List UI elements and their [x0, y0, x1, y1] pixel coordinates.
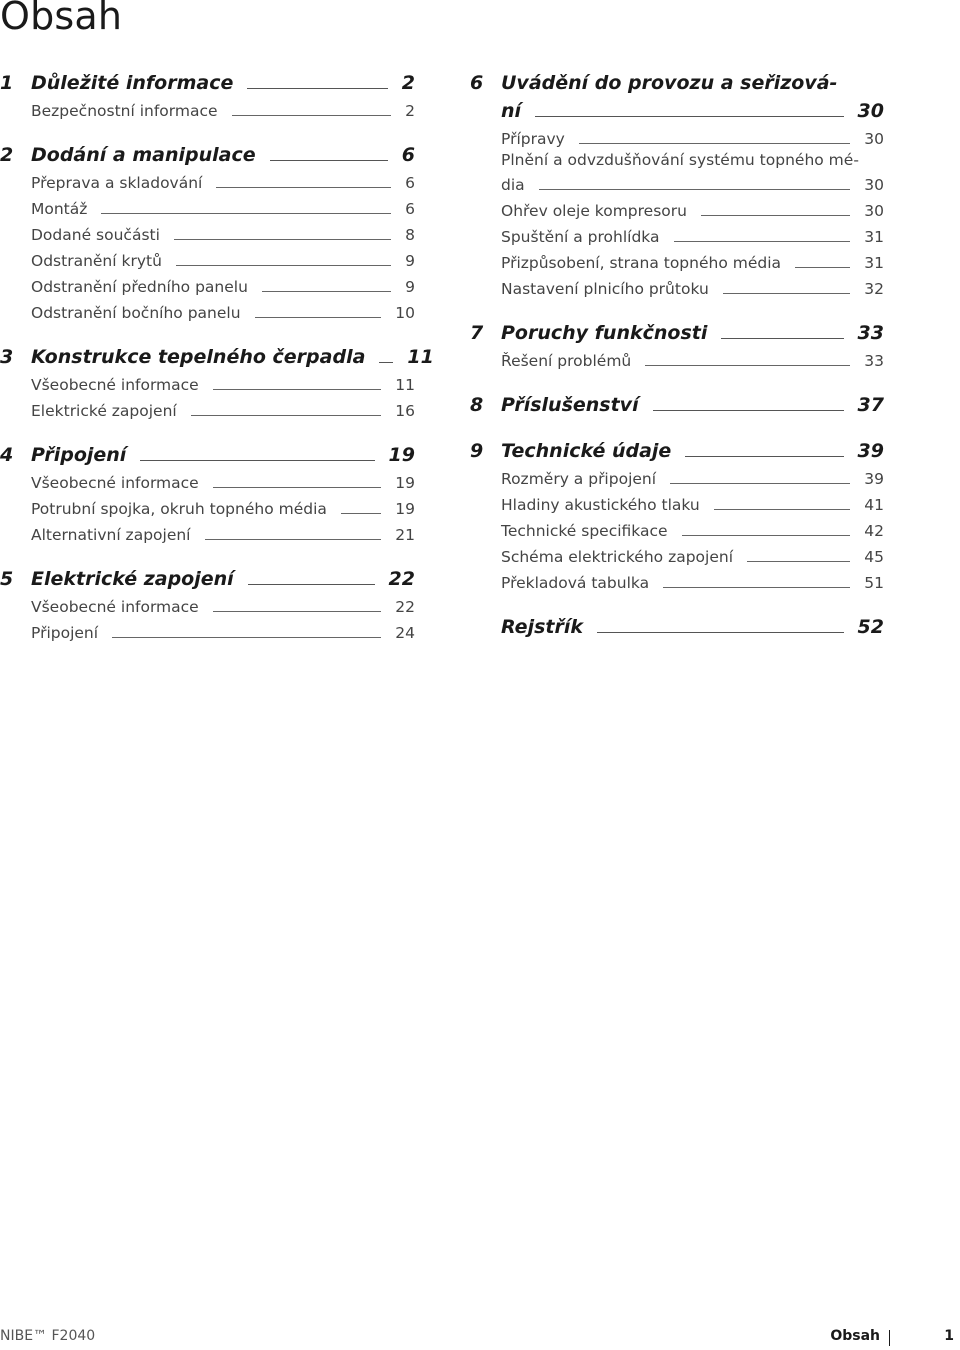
- toc-chapter-heading[interactable]: [470, 434, 884, 462]
- section-title: Všeobecné informace: [31, 474, 199, 492]
- section-title-continued: [501, 170, 884, 194]
- toc-chapter: [0, 340, 434, 420]
- section-title: Přeprava a skladování: [31, 174, 203, 192]
- toc-section-entry[interactable]: [0, 590, 415, 616]
- leader-line: [213, 610, 382, 612]
- leader-line: [663, 586, 850, 588]
- chapter-number: 1: [0, 72, 14, 94]
- leader-line: [248, 583, 375, 585]
- section-title: Dodané součásti: [31, 226, 160, 244]
- leader-line: [213, 486, 382, 488]
- chapter-title: Dodání a manipulace: [31, 144, 256, 166]
- section-title: Odstranění předního panelu: [31, 278, 248, 296]
- section-title: Všeobecné informace: [31, 598, 199, 616]
- toc-chapter-heading-continued[interactable]: [470, 94, 884, 122]
- section-page: 6: [405, 174, 415, 192]
- section-page: 31: [864, 228, 884, 246]
- toc-section-entry[interactable]: [0, 616, 415, 642]
- section-page: 39: [864, 470, 884, 488]
- section-page: 41: [864, 496, 884, 514]
- leader-line: [645, 364, 850, 366]
- leader-line: [213, 388, 382, 390]
- section-page: 42: [864, 522, 884, 540]
- toc-section-entry[interactable]: [0, 94, 415, 120]
- toc-section-entry[interactable]: [0, 394, 415, 420]
- section-title: Překladová tabulka: [501, 574, 650, 592]
- chapter-page: 30: [857, 100, 884, 122]
- section-title: Přizpůsobení, strana topného média: [501, 254, 782, 272]
- section-page: 9: [405, 252, 415, 270]
- leader-line: [216, 186, 391, 188]
- section-page: 51: [864, 574, 884, 592]
- toc-chapter-heading[interactable]: [470, 66, 884, 94]
- toc-chapter-heading[interactable]: [470, 316, 884, 344]
- leader-line: [140, 459, 374, 461]
- toc-section-entry[interactable]: [0, 192, 415, 218]
- section-page: 33: [864, 352, 884, 370]
- chapter-title: Uvádění do provozu a seřizová-: [501, 72, 838, 94]
- toc-chapter-heading[interactable]: [0, 438, 415, 466]
- leader-line: [205, 538, 382, 540]
- section-title: Hladiny akustického tlaku: [501, 496, 700, 514]
- leader-line: [579, 142, 850, 144]
- leader-line: [101, 212, 391, 214]
- leader-line: [255, 316, 382, 318]
- section-title: Odstranění bočního panelu: [31, 304, 241, 322]
- section-page: 30: [864, 176, 884, 194]
- toc-chapter-heading[interactable]: [0, 138, 415, 166]
- leader-line: [682, 534, 851, 536]
- leader-line: [262, 290, 391, 292]
- chapter-title: Důležité informace: [31, 72, 234, 94]
- toc-section-entry[interactable]: [0, 466, 415, 492]
- chapter-number: 9: [470, 440, 484, 462]
- leader-line: [191, 414, 382, 416]
- leader-line: [232, 114, 392, 116]
- leader-line: [795, 266, 850, 268]
- toc-section-entry[interactable]: [470, 514, 884, 540]
- chapter-page: 39: [857, 440, 884, 462]
- chapter-title: Technické údaje: [501, 440, 672, 462]
- section-title: Montáž: [31, 200, 88, 218]
- section-page: 24: [395, 624, 415, 642]
- chapter-number: 2: [0, 144, 14, 166]
- leader-line: [379, 361, 393, 363]
- section-title: Plnění a odvzdušňování systému topného mé-: [501, 151, 859, 169]
- leader-line: [674, 240, 851, 242]
- toc-chapter: [470, 66, 884, 298]
- section-title: Připojení: [31, 624, 99, 642]
- toc-section-entry[interactable]: [470, 488, 884, 514]
- toc-section-entry[interactable]: [0, 270, 415, 296]
- section-title: Rozměry a připojení: [501, 470, 657, 488]
- footer-brand: NIBE™ F2040: [0, 1328, 96, 1344]
- chapter-number: 6: [470, 72, 484, 94]
- section-title: Nastavení plnicího průtoku: [501, 280, 709, 298]
- toc-chapter-heading[interactable]: [470, 610, 884, 638]
- toc-section-entry[interactable]: [470, 148, 884, 194]
- leader-line: [721, 337, 843, 339]
- toc-chapter: [470, 610, 884, 638]
- section-title: Přípravy: [501, 130, 565, 148]
- toc-section-entry[interactable]: [0, 166, 415, 192]
- section-page: 31: [864, 254, 884, 272]
- chapter-page: 11: [407, 346, 434, 368]
- section-page: 11: [395, 376, 415, 394]
- section-page: 9: [405, 278, 415, 296]
- chapter-title: Příslušenství: [501, 394, 639, 416]
- toc-chapter: [470, 388, 884, 416]
- section-title: Alternativní zapojení: [31, 526, 191, 544]
- toc-section-entry[interactable]: [0, 368, 415, 394]
- chapter-title: ní: [501, 100, 522, 122]
- page-title: Obsah: [0, 0, 123, 38]
- section-page: 8: [405, 226, 415, 244]
- section-title: Elektrické zapojení: [31, 402, 177, 420]
- chapter-page: 52: [857, 616, 884, 638]
- section-page: 16: [395, 402, 415, 420]
- section-title: dia: [501, 176, 525, 194]
- toc-section-entry[interactable]: [470, 272, 884, 298]
- leader-line: [685, 455, 843, 457]
- leader-line: [341, 512, 381, 514]
- leader-line: [535, 115, 844, 117]
- chapter-title: Konstrukce tepelného čerpadla: [31, 346, 366, 368]
- toc-section-entry[interactable]: [470, 220, 884, 246]
- section-title: Schéma elektrického zapojení: [501, 548, 734, 566]
- toc-chapter: [0, 66, 415, 120]
- leader-line: [270, 159, 388, 161]
- footer-section: Obsah: [830, 1328, 880, 1344]
- section-title: Ohřev oleje kompresoru: [501, 202, 687, 220]
- section-page: 30: [864, 130, 884, 148]
- leader-line: [597, 631, 844, 633]
- toc-section-entry[interactable]: [470, 566, 884, 592]
- toc-section-entry[interactable]: [470, 462, 884, 488]
- chapter-number: 7: [470, 322, 484, 344]
- leader-line: [176, 264, 391, 266]
- chapter-page: 37: [857, 394, 884, 416]
- toc-chapter: [0, 138, 415, 322]
- toc-chapter-heading[interactable]: [470, 388, 884, 416]
- chapter-number: 8: [470, 394, 484, 416]
- toc-chapter: [470, 434, 884, 592]
- section-page: 21: [395, 526, 415, 544]
- section-page: 10: [395, 304, 415, 322]
- toc-section-entry[interactable]: [470, 246, 884, 272]
- toc-left-column: [0, 66, 434, 660]
- chapter-title: Rejstřík: [501, 616, 583, 638]
- toc-right-column: [470, 66, 884, 656]
- toc-section-entry[interactable]: [0, 218, 415, 244]
- leader-line: [247, 87, 387, 89]
- chapter-title: Poruchy funkčnosti: [501, 322, 708, 344]
- toc-section-entry[interactable]: [470, 122, 884, 148]
- leader-line: [701, 214, 850, 216]
- toc-chapter: [0, 562, 415, 642]
- section-page: 32: [864, 280, 884, 298]
- chapter-title: Připojení: [31, 444, 127, 466]
- leader-line: [723, 292, 850, 294]
- toc-chapter: [470, 316, 884, 370]
- chapter-number: 3: [0, 346, 14, 368]
- section-page: 19: [395, 474, 415, 492]
- section-title: Spuštění a prohlídka: [501, 228, 660, 246]
- toc-section-entry[interactable]: [470, 540, 884, 566]
- toc-chapter-heading[interactable]: [0, 340, 434, 368]
- page-footer: [0, 1328, 960, 1350]
- leader-line: [670, 482, 850, 484]
- chapter-title: Elektrické zapojení: [31, 568, 234, 590]
- footer-page-number: 1: [944, 1328, 954, 1344]
- chapter-page: 19: [388, 444, 415, 466]
- leader-line: [714, 508, 851, 510]
- section-title: Řešení problémů: [501, 352, 632, 370]
- leader-line: [539, 188, 851, 190]
- toc-chapter-heading[interactable]: [0, 66, 415, 94]
- section-page: 2: [405, 102, 415, 120]
- toc-section-entry[interactable]: [0, 244, 415, 270]
- chapter-page: 2: [401, 72, 415, 94]
- leader-line: [174, 238, 391, 240]
- section-title: Potrubní spojka, okruh topného média: [31, 500, 327, 518]
- leader-line: [747, 560, 850, 562]
- section-page: 45: [864, 548, 884, 566]
- toc-section-entry[interactable]: [470, 194, 884, 220]
- leader-line: [653, 409, 844, 411]
- section-title: Odstranění krytů: [31, 252, 162, 270]
- toc-chapter-heading[interactable]: [0, 562, 415, 590]
- toc-chapter: [0, 438, 415, 544]
- chapter-page: 6: [401, 144, 415, 166]
- section-title: Technické specifikace: [501, 522, 668, 540]
- toc-section-entry[interactable]: [0, 296, 415, 322]
- toc-section-entry[interactable]: [0, 518, 415, 544]
- section-page: 6: [405, 200, 415, 218]
- section-page: 19: [395, 500, 415, 518]
- chapter-page: 22: [388, 568, 415, 590]
- chapter-number: 5: [0, 568, 14, 590]
- toc-section-entry[interactable]: [470, 344, 884, 370]
- chapter-number: 4: [0, 444, 14, 466]
- leader-line: [112, 636, 381, 638]
- section-title: Bezpečnostní informace: [31, 102, 218, 120]
- section-page: 22: [395, 598, 415, 616]
- section-page: 30: [864, 202, 884, 220]
- chapter-page: 33: [857, 322, 884, 344]
- toc-section-entry[interactable]: [0, 492, 415, 518]
- section-title: Všeobecné informace: [31, 376, 199, 394]
- footer-divider: [889, 1330, 890, 1346]
